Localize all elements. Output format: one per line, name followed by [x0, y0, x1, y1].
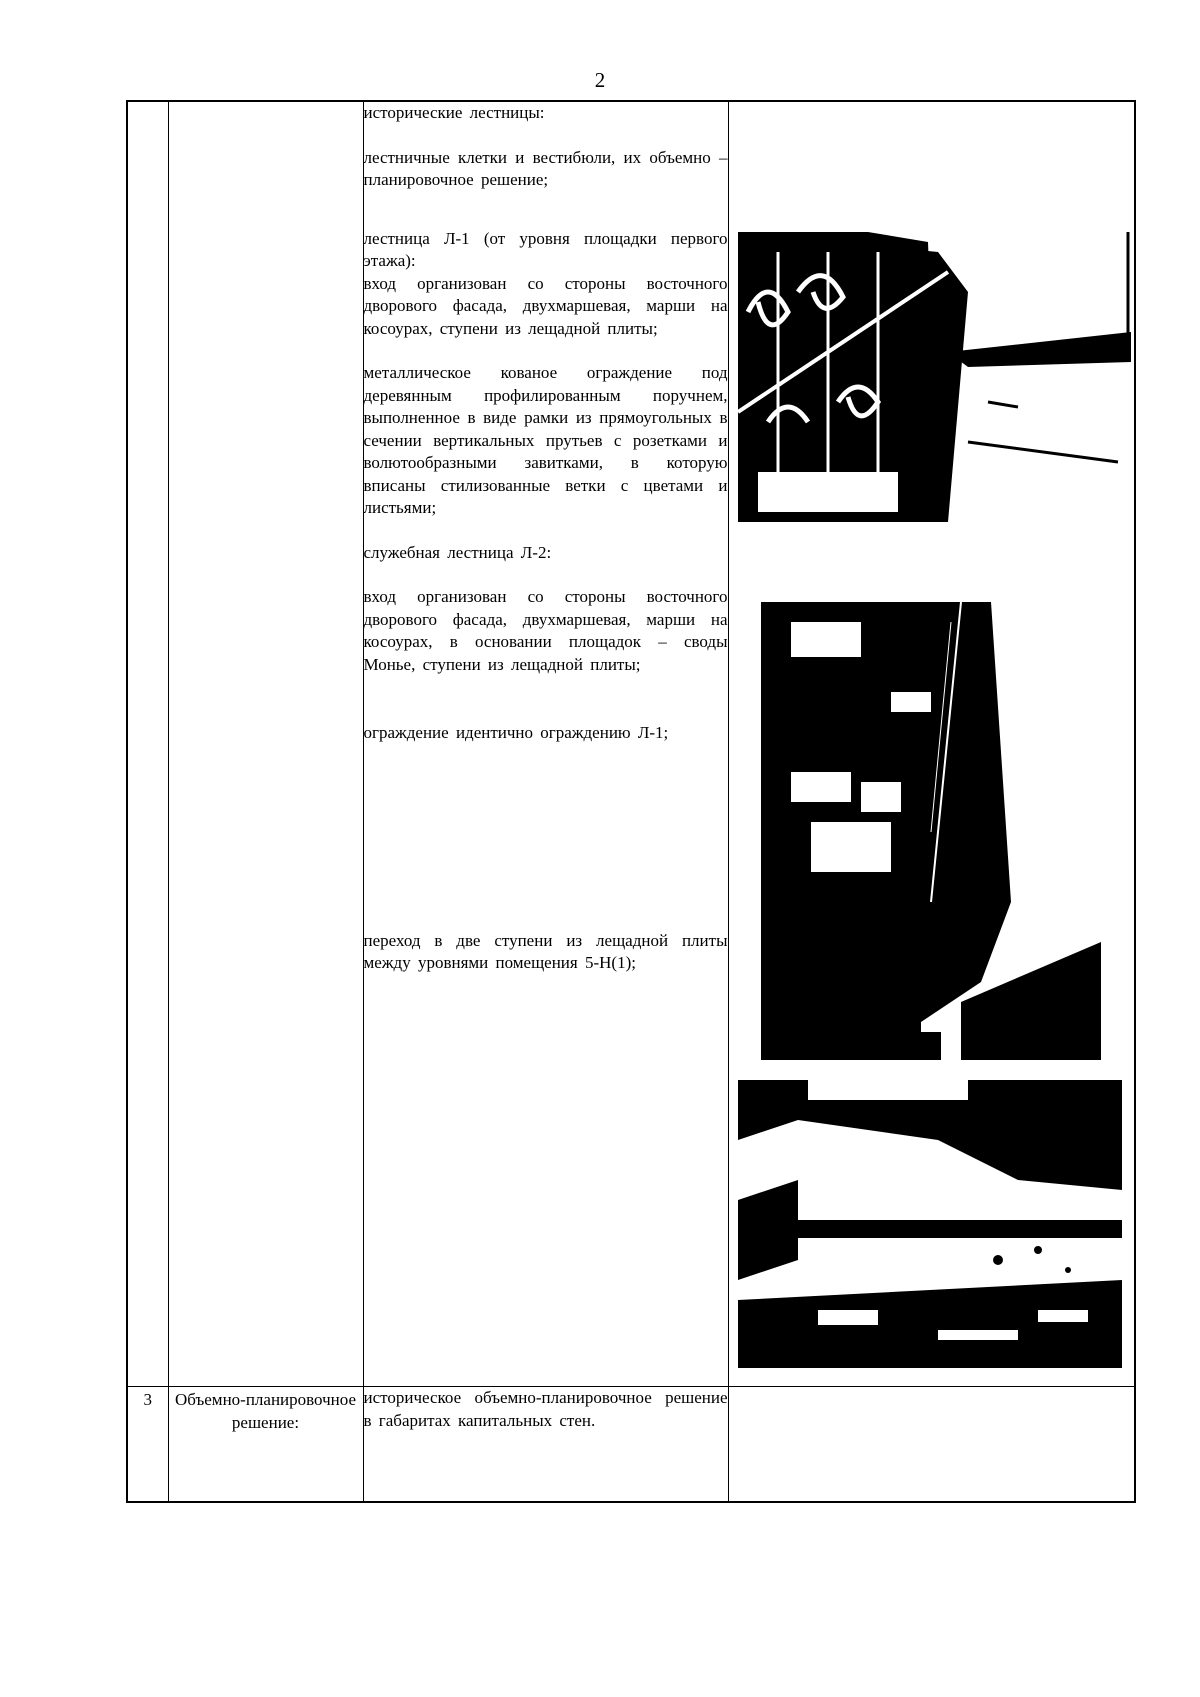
- paragraph-stairwells: лестничные клетки и вестибюли, их объемно – планировочное решение;: [363, 147, 728, 189]
- monument-subject-table: [126, 100, 1136, 1503]
- description-cell: [363, 101, 728, 1387]
- row-number-cell: [127, 101, 168, 1387]
- description-cell: историческое объемно-планировочное решение в габаритах капитальных стен.: [363, 1387, 728, 1503]
- paragraph-stair-l2-title: служебная лестница Л-2:: [363, 542, 552, 562]
- row-number-cell: 3: [127, 1387, 168, 1503]
- table-row: [127, 101, 1135, 1387]
- stone-steps-photo: [738, 1080, 1122, 1368]
- paragraph-stair-l2-railing: ограждение идентично ограждению Л-1;: [363, 723, 669, 742]
- photos-cell: [728, 101, 1135, 1387]
- paragraph-historic-stairs: исторические лестницы:: [363, 103, 545, 122]
- photos-cell: [728, 1387, 1135, 1503]
- table-row: [127, 1387, 1135, 1503]
- paragraph-stair-l1-railing: металлическое кованое ограждение под деревянным профилированным поручнем, выполненное в виде рамки из прямоугольных в сечении вертикальных прутьев с розетками и волютообразными завитками, в которую вписаны стилизованные ветки с цветами и листьями;: [363, 363, 728, 517]
- paragraph-stair-l1-title: лестница Л-1 (от уровня площадки первого этажа):: [363, 228, 728, 270]
- row-name-cell: [168, 101, 363, 1387]
- paragraph-steps-transition: переход в две ступени из лещадной плиты между уровнями помещения 5-Н(1);: [363, 930, 728, 972]
- row-name-cell: Объемно-планировочное решение:: [168, 1387, 363, 1503]
- stair-railing-photo: [738, 232, 1131, 522]
- paragraph-stair-l2-entry: вход организован со стороны восточного дворового фасада, двухмаршевая, марши на косоурах, в основании площадок – своды Монье, ступени из лещадной плиты;: [363, 587, 728, 674]
- page-number: 2: [594, 68, 606, 92]
- service-staircase-photo: [761, 602, 1101, 1060]
- paragraph-stair-l1-entry: вход организован со стороны восточного дворового фасада, двухмаршевая, марши на косоурах, ступени из лещадной плиты;: [363, 273, 728, 338]
